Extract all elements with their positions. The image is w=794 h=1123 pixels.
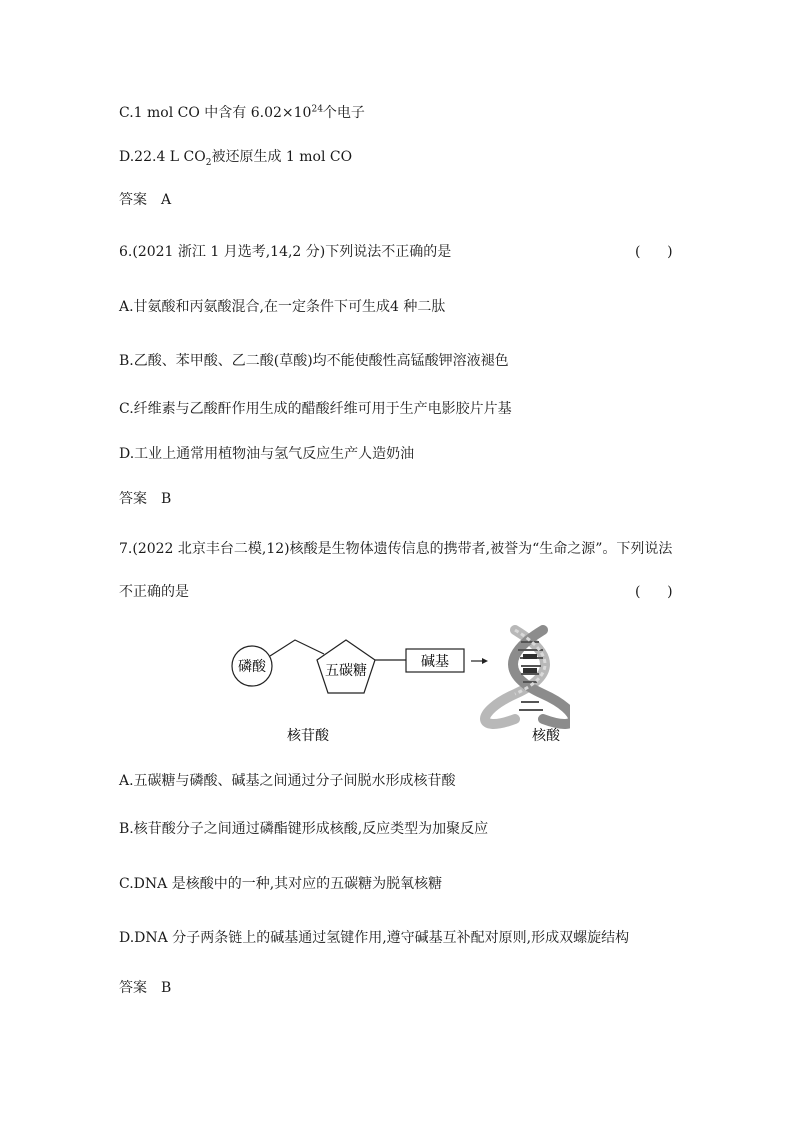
nucleotide-figure — [225, 624, 570, 749]
q7-option-c: C.DNA 是核酸中的一种,其对应的五碳糖为脱氧核糖 — [119, 876, 443, 892]
q7-answer: 答案 B — [119, 980, 172, 996]
q6-stem: 6.(2021 浙江 1 月选考,14,2 分)下列说法不正确的是 — [119, 244, 452, 260]
pentose-label: 五碳糖 — [325, 663, 367, 679]
q7-option-d: D.DNA 分子两条链上的碱基通过氢键作用,遵守碱基互补配对原则,形成双螺旋结构 — [119, 930, 630, 946]
q5-option-d: D.22.4 L $CO_2$被还原生成 1 mol CO — [119, 149, 353, 168]
phosphate-sugar-bond — [270, 640, 324, 656]
q6-option-a: A.甘氨酸和丙氨酸混合,在一定条件下可生成4 种二肽 — [119, 299, 446, 315]
phosphate-label: 磷酸 — [238, 659, 266, 675]
base-label: 碱基 — [421, 654, 449, 670]
q6-answer-bracket: ( ) — [635, 244, 673, 260]
q7-answer-bracket: ( ) — [635, 584, 673, 600]
q6-option-b: B.乙酸、苯甲酸、乙二酸(草酸)均不能使酸性高锰酸钾溶液褪色 — [119, 353, 509, 369]
q6-option-c: C.纤维素与乙酸酐作用生成的醋酸纤维可用于生产电影胶片片基 — [119, 401, 512, 417]
dna-helix-icon — [485, 630, 570, 724]
q7-stem-line1: 7.(2022 北京丰台二模,12)核酸是生物体遗传信息的携带者,被誉为“生命之源”。下列说法 — [119, 541, 673, 557]
q7-option-a: A.五碳糖与磷酸、碱基之间通过分子间脱水形成核苷酸 — [119, 773, 456, 789]
arrow-head-icon — [482, 658, 488, 664]
q7-option-b: B.核苷酸分子之间通过磷酯键形成核酸,反应类型为加聚反应 — [119, 821, 489, 837]
q5-answer: 答案 A — [119, 192, 172, 208]
q6-option-d: D.工业上通常用植物油与氢气反应生产人造奶油 — [119, 446, 415, 462]
caption-nucleotide: 核苷酸 — [287, 728, 329, 744]
q5-option-c: C.1 mol CO 中含有 $6.02\times 10^{24}$个电子 — [119, 104, 365, 121]
q7-stem-line2: 不正确的是 — [119, 584, 189, 600]
q6-answer: 答案 B — [119, 491, 172, 507]
caption-nucleic-acid: 核酸 — [532, 728, 560, 744]
